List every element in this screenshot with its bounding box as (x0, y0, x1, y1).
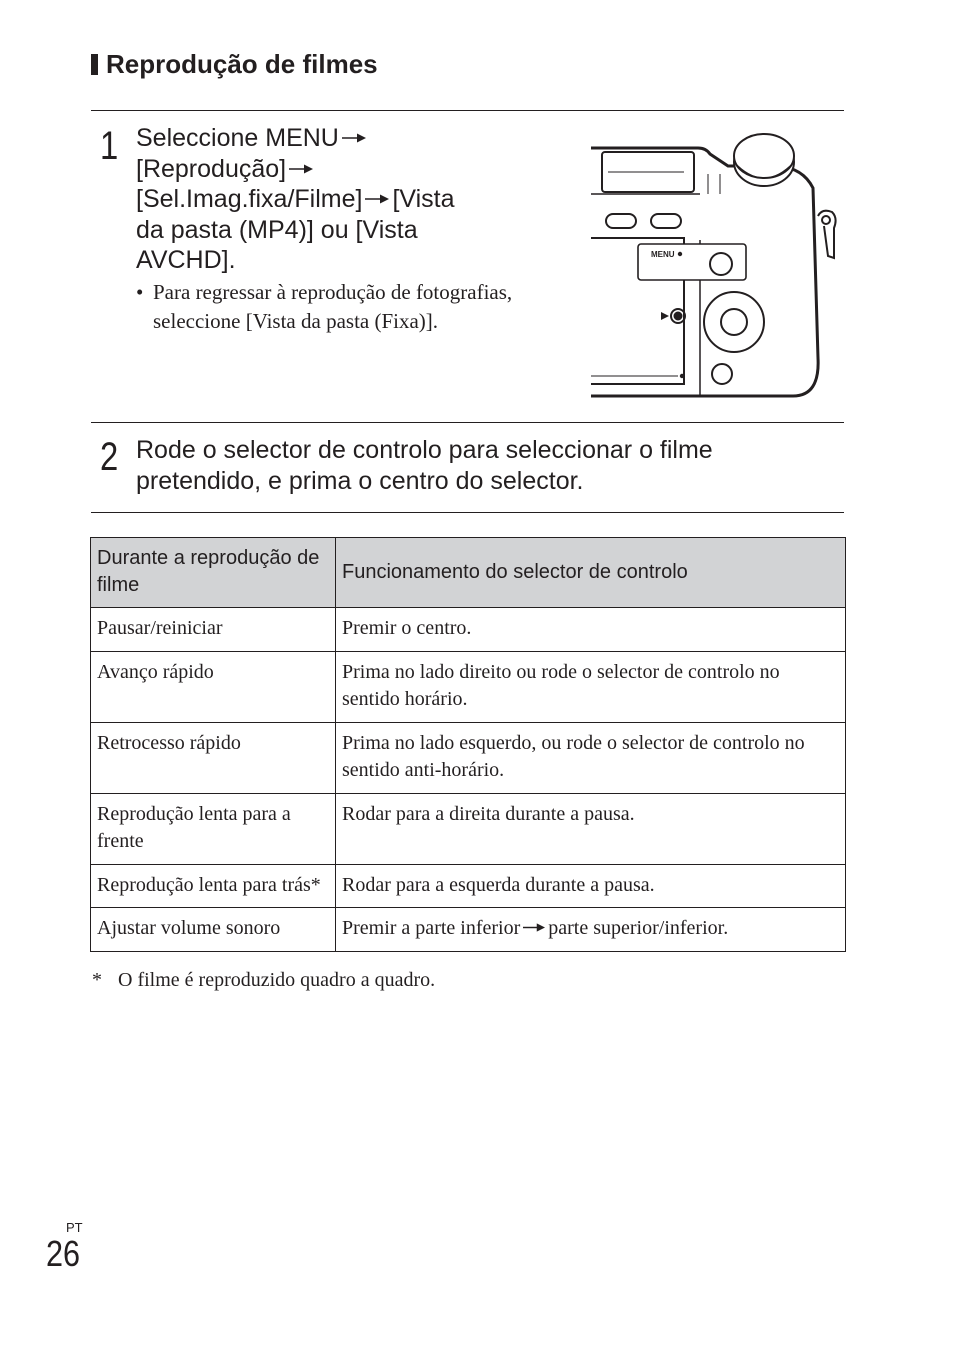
table-row (91, 651, 846, 722)
footnote-mark: * (92, 969, 102, 991)
step-2-line-1: Rode o selector de controlo para seleccionar o filme (136, 436, 713, 464)
section-title-text: Reprodução de filmes (106, 49, 378, 79)
step-2-number: 2 (100, 435, 119, 479)
divider-top (91, 110, 844, 111)
step-1-text (136, 123, 536, 276)
step-1-line-1: Seleccione MENU (136, 124, 339, 152)
heading-marker (91, 54, 98, 75)
table-header-cell: Funcionamento do selector de controlo (336, 538, 846, 608)
table-cell: Avanço rápido (91, 651, 336, 722)
table-header-cell: Durante a reprodução de filme (91, 538, 336, 608)
table-cell: Reprodução lenta para a frente (91, 793, 336, 864)
note-text: Para regressar à reprodução de fotografias, seleccione [Vista da pasta (Fixa)]. (153, 280, 513, 333)
section-title (91, 49, 378, 80)
table-cell: Reprodução lenta para trás* (91, 864, 336, 908)
step-1-line-3b: [Vista (392, 185, 455, 213)
table-cell: Rodar para a esquerda durante a pausa. (336, 864, 846, 908)
step-2-line-2: pretendido, e prima o centro do selector. (136, 466, 584, 495)
camera-back-illustration (588, 128, 844, 404)
footnote-text: O filme é reproduzido quadro a quadro. (118, 969, 436, 991)
table-cell: Rodar para a direita durante a pausa. (336, 793, 846, 864)
note-bullet: • (136, 280, 144, 304)
step-1-line-4: da pasta (MP4)] ou [Vista (136, 215, 418, 244)
playback-operations-table (90, 537, 846, 952)
table-cell: Prima no lado esquerdo, ou rode o selector de controlo no sentido anti-horário. (336, 722, 846, 793)
language-label: PT (66, 1220, 83, 1235)
table-cell: Prima no lado direito ou rode o selector de controlo no sentido horário. (336, 651, 846, 722)
table-cell: Premir o centro. (336, 608, 846, 652)
arrow-right-icon (289, 163, 313, 175)
divider-bottom (91, 512, 844, 513)
step-1-note (136, 278, 516, 336)
step-1-line-2: [Reprodução] (136, 154, 287, 183)
menu-button-label: MENU (651, 250, 675, 259)
table-row (91, 908, 846, 952)
table-cell (336, 908, 846, 952)
arrow-right-icon (523, 922, 545, 933)
page-number: 26 (46, 1233, 81, 1274)
table-cell: Retrocesso rápido (91, 722, 336, 793)
arrow-right-icon (342, 132, 366, 144)
step-1-line-3a: [Sel.Imag.fixa/Filme] (136, 185, 363, 213)
table-cell-part: parte superior/inferior. (548, 917, 729, 939)
table-row (91, 722, 846, 793)
table-row (91, 793, 846, 864)
divider-middle (91, 422, 844, 423)
arrow-right-icon (365, 193, 389, 205)
step-1-number: 1 (100, 124, 119, 168)
table-cell: Pausar/reiniciar (91, 608, 336, 652)
step-1-line-5: AVCHD]. (136, 246, 236, 274)
table-cell: Ajustar volume sonoro (91, 908, 336, 952)
step-2-text (136, 435, 836, 496)
table-header-row (91, 538, 846, 608)
table-row (91, 864, 846, 908)
table-row (91, 608, 846, 652)
footnote (92, 969, 435, 992)
table-cell-part: Premir a parte inferior (342, 917, 521, 939)
